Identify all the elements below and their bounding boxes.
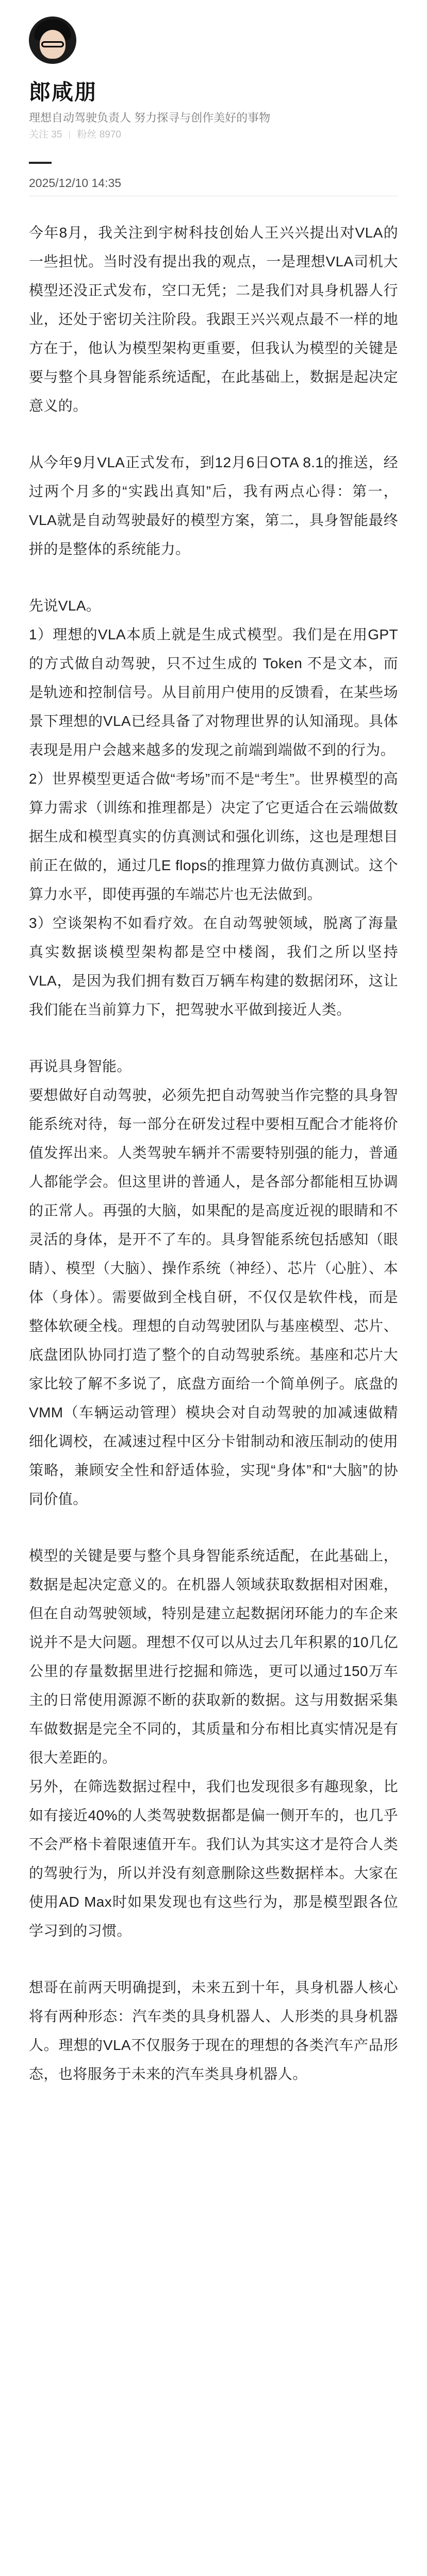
- avatar[interactable]: [29, 16, 76, 64]
- paragraph: 再说具身智能。: [29, 1058, 132, 1074]
- post-date: 2025/12/10 14:35: [29, 176, 122, 190]
- paragraph: 1）理想的VLA本质上就是生成式模型。我们是在用GPT的方式做自动驾驶，只不过生成的 Token 不是文本，而是轨迹和控制信号。从目前用户使用的反馈看，在某些场景下理想的VLA已经具备了对物理世界的认知涌现。具体表现是用户会越来越多的发现之前端到端做不到的行为。: [29, 626, 398, 758]
- following-count[interactable]: 关注 35: [29, 129, 62, 140]
- paragraph: 今年8月，我关注到宇树科技创始人王兴兴提出对VLA的一些担忧。当时没有提出我的观点，一是理想VLA司机大模型还没正式发布，空口无凭；二是我们对具身机器人行业，还处于密切关注阶段。我跟王兴兴观点最不一样的地方在于，他认为模型架构更重要，但我认为模型的关键是要与整个具身智能系统适配，在此基础上，数据是起决定意义的。: [29, 225, 398, 414]
- paragraph: 从今年9月VLA正式发布，到12月6日OTA 8.1的推送，经过两个月多的“实践出真知”后，我有两点心得：第一，VLA就是自动驾驶最好的模型方案，第二，具身智能最终拼的是整体的系统能力。: [29, 454, 398, 557]
- profile-name[interactable]: 郎咸朋: [29, 80, 97, 104]
- stats-divider: [69, 131, 70, 139]
- paragraph: 想哥在前两天明确提到，未来五到十年，具身机器人核心将有两种形态：汽车类的具身机器人、人形类的具身机器人。理想的VLA不仅服务于现在的理想的各类汽车产品形态，也将服务于未来的汽车类具身机器人。: [29, 1979, 398, 2082]
- avatar-glasses: [41, 41, 64, 47]
- paragraph: 3）空谈架构不如看疗效。在自动驾驶领域，脱离了海量真实数据谈模型架构都是空中楼阁，我们之所以坚持 VLA，是因为我们拥有数百万辆车构建的数据闭环，这让我们能在当前算力下，把驾驶水平做到接近人类。: [29, 915, 403, 1018]
- followers-count[interactable]: 粉丝 8970: [77, 129, 121, 140]
- status-bar-area: [0, 0, 427, 15]
- profile-stats: [29, 127, 121, 141]
- title-divider: [29, 162, 52, 164]
- paragraph: 先说VLA。: [29, 598, 101, 614]
- paragraph: 要想做好自动驾驶，必须先把自动驾驶当作完整的具身智能系统对待，每一部分在研发过程中要相互配合才能将价值发挥出来。人类驾驶车辆并不需要特别强的能力，普通人都能学会。但这里讲的普通人，是各部分都能相互协调的正常人。再强的大脑，如果配的是高度近视的眼睛和不灵活的身体，是开不了车的。具身智能系统包括感知（眼睛）、模型（大脑）、操作系统（神经）、芯片（心脏）、本体（身体）。需要做到全栈自研，不仅仅是软件栈，而是整体软硬全栈。理想的自动驾驶团队与基座模型、芯片、底盘团队协同打造了整个的自动驾驶系统。基座和芯片大家比较了解不多说了，底盘方面给一个简单例子。底盘的VMM（车辆运动管理）模块会对自动驾驶的加减速做精细化调校，在减速过程中区分卡钳制动和液压制动的使用策略，兼顾安全性和舒适体验，实现“身体”和“大脑”的协同价值。: [29, 1087, 398, 1507]
- post-body: [29, 218, 403, 2089]
- paragraph: 2）世界模型更适合做“考场”而不是“考生”。世界模型的高算力需求（训练和推理都是）决定了它更适合在云端做数据生成和模型真实的仿真测试和强化训练，这也是理想目前正在做的，通过几E flops的推理算力做仿真测试。这个算力水平，即使再强的车端芯片也无法做到。: [29, 771, 398, 902]
- paragraph: 模型的关键是要与整个具身智能系统适配，在此基础上，数据是起决定意义的。在机器人领域获取数据相对困难，但在自动驾驶领域，特别是建立起数据闭环能力的车企来说并不是大问题。理想不仅可以从过去几年积累的10几亿公里的存量数据里进行挖掘和筛选，更可以通过150万车主的日常使用源源不断的获取新的数据。这与用数据采集车做数据是完全不同的，其质量和分布相比真实情况是有很大差距的。: [29, 1548, 398, 1766]
- profile-bio: 理想自动驾驶负责人 努力探寻与创作美好的事物: [29, 111, 271, 124]
- paragraph: 另外，在筛选数据过程中，我们也发现很多有趣现象，比如有接近40%的人类驾驶数据都是偏一侧开车的，也几乎不会严格卡着限速值开车。我们认为其实这才是符合人类的驾驶行为，所以并没有刻意删除这些数据样本。大家在使用AD Max时如果发现也有这些行为，那是模型跟各位学习到的习惯。: [29, 1778, 398, 1939]
